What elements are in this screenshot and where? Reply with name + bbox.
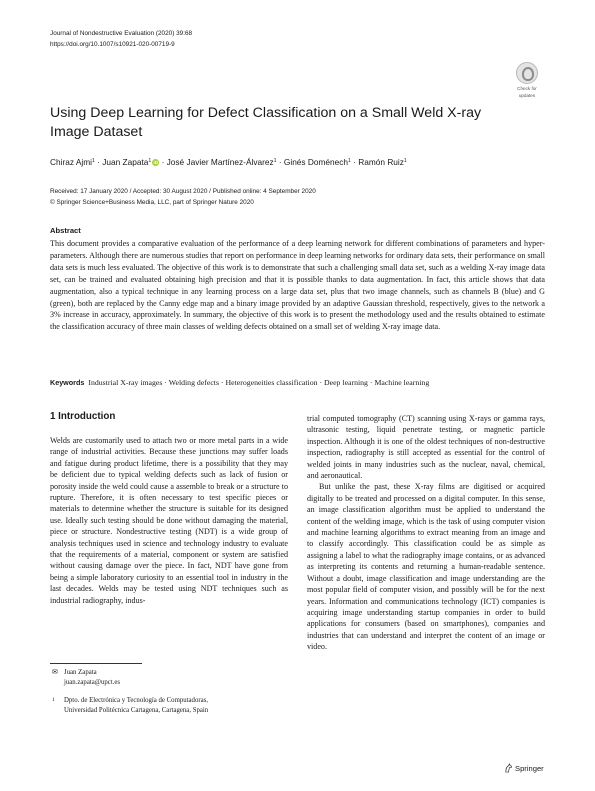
copyright-notice: © Springer Science+Business Media, LLC, part of Springer Nature 2020 bbox=[50, 198, 254, 206]
body-column-right bbox=[307, 413, 545, 653]
author-affiliation: 1 bbox=[403, 158, 407, 164]
journal-header bbox=[50, 28, 192, 50]
body-paragraph: trial computed tomography (CT) scanning using X-rays or gamma rays, ultrasonic testing, liquid penetrate testing, or magnetic particle inspection. Although it is one of the oldest techniques of non-destructive inspection, radiography is still accepted as essential for the control of welded joints in many industries such as the nuclear, naval, chemical, and aeronautical. bbox=[307, 414, 545, 481]
check-for-updates-icon bbox=[516, 62, 538, 84]
author-name[interactable]: Ginés Doménech bbox=[283, 157, 348, 167]
publisher-logo bbox=[504, 763, 544, 773]
abstract-heading: Abstract bbox=[50, 226, 81, 235]
keywords-label: Keywords bbox=[50, 378, 85, 387]
paper-title: Using Deep Learning for Defect Classification on a Small Weld X-ray Image Dataset bbox=[50, 105, 482, 140]
check-for-updates-line2: updates bbox=[518, 93, 536, 98]
body-paragraph: Welds are customarily used to attach two or more metal parts in a wide range of industrial activities. Because these junctions may suffer loads and fatigue during product lifetime, there is a possibility that they may be deficient due to typical welding defects such as lack of fusion or porosity inside the weld could cause a assemble to break or a structure to rupture. Therefore, it is often necessary to test specific pieces or materials to determine whether the structure is suitable for its designed use. Ideally such testing should be done without damaging the material, piece or structure. Nondestructive testing (NDT) is a wide group of analysis techniques used in science and technology industry to evaluate that the requirements of a material, component or system are satisfied without causing damage over the piece. In fact, NDT have gone from being a simple laboratory curiosity to an essential tool in industry in the last decades. Welds may be tested using NDT techniques such as industrial radiography, indus- bbox=[50, 436, 288, 605]
author-list: Chiraz Ajmi$^1$ · Juan Zapata$^1$ iD · José Javier Martínez-Álvarez$^1$ · Ginés Doménech$^1$ · Ramón Ruiz$^1$ bbox=[50, 157, 407, 167]
affiliation-line-2: Universidad Politécnica Cartagena, Cartagena, Spain bbox=[64, 706, 209, 714]
check-for-updates-line1: Check for bbox=[517, 86, 537, 91]
journal-citation: Journal of Nondestructive Evaluation (2020) 39:68 bbox=[50, 30, 193, 37]
author-affiliation: 1 bbox=[273, 158, 277, 164]
abstract-text: This document provides a comparative evaluation of the performance of a deep learning network for different combinations of parameters and hyper-parameters. Although there are numerous studies that report on performance in deep learning networks for ordinary data sets, their performance on small data sets is much less evaluated. The objective of this work is to demonstrate that such a challenging small data set, such as a welding X-ray image data set, can be trained and evaluated obtaining high precision and that it is possible thanks to data augmentation. In fact, this article shows that data augmentation, also a typical technique in any learning process on a large data set, plus that two image channels, such as channels B (blue) and G (green), both are replaced by the Canny edge map and a binary image provided by an adaptive Gaussian threshold, respectively, gives to the network a 3% increase in accuracy, approximately. In summary, the objective of this work is to present the methodology used and the results obtained to estimate the classification accuracy of three main classes of welding defects obtained on a small set of welding X-ray image data. bbox=[50, 239, 545, 332]
affiliation-line-1: Dpto. de Electrónica y Tecnología de Computadoras, bbox=[64, 697, 208, 704]
orcid-icon[interactable]: iD bbox=[153, 160, 159, 166]
affiliation-note bbox=[52, 696, 208, 715]
body-paragraph: But unlike the past, these X-ray films are digitised or acquired digitally to be treated and processed on a digital computer. In this sense, an image classification algorithm must be applied to understand the content of the welding image, which is the task of using computer vision and machine learning algorithms to extract meaning from an image and to classify accordingly. This classification could be as simple as assigning a label to what the radiography image contains, or as advanced as interpreting its contents and returning a human-readable sentence. Without a doubt, image classification and image understanding are the most popular field of computer vision, and possibly will be for the next years. Information and communications technology (ICT) companies is acquiring image understanding startup companies in order to build applications for consumers (based on smartphones), companies and industries that can understand and interpret the content of an image or video. bbox=[307, 482, 545, 652]
section-heading-introduction: 1 Introduction bbox=[50, 411, 116, 422]
received-accepted-published: Received: 17 January 2020 / Accepted: 30 August 2020 / Published online: 4 September 2020 bbox=[50, 188, 316, 195]
publication-dates bbox=[50, 187, 316, 208]
author-affiliation: 1 bbox=[91, 158, 95, 164]
author-name[interactable]: José Javier Martínez-Álvarez bbox=[166, 157, 274, 167]
corresponding-author-note bbox=[52, 668, 120, 687]
keywords bbox=[50, 377, 545, 388]
publisher-name: Springer bbox=[515, 764, 544, 773]
body-column-left bbox=[50, 435, 288, 606]
author-affiliation: 1 bbox=[148, 158, 152, 164]
affiliation-number: 1 bbox=[52, 697, 55, 703]
author-name[interactable]: Chiraz Ajmi bbox=[50, 157, 92, 167]
keywords-list: Industrial X-ray images · Welding defects · Heterogeneities classification · Deep learning · Machine learning bbox=[88, 378, 430, 387]
contact-email[interactable]: juan.zapata@upct.es bbox=[64, 678, 121, 686]
contact-name: Juan Zapata bbox=[64, 669, 97, 676]
envelope-icon: ✉ bbox=[52, 668, 58, 676]
doi-link[interactable]: https://doi.org/10.1007/s10921-020-00719-9 bbox=[50, 41, 175, 48]
author-name[interactable]: Ramón Ruiz bbox=[358, 157, 404, 167]
author-affiliation: 1 bbox=[348, 158, 351, 164]
check-for-updates-badge[interactable] bbox=[510, 62, 544, 98]
footnote-divider bbox=[50, 663, 142, 664]
springer-horse-icon bbox=[504, 763, 513, 773]
author-name[interactable]: Juan Zapata bbox=[102, 157, 149, 167]
